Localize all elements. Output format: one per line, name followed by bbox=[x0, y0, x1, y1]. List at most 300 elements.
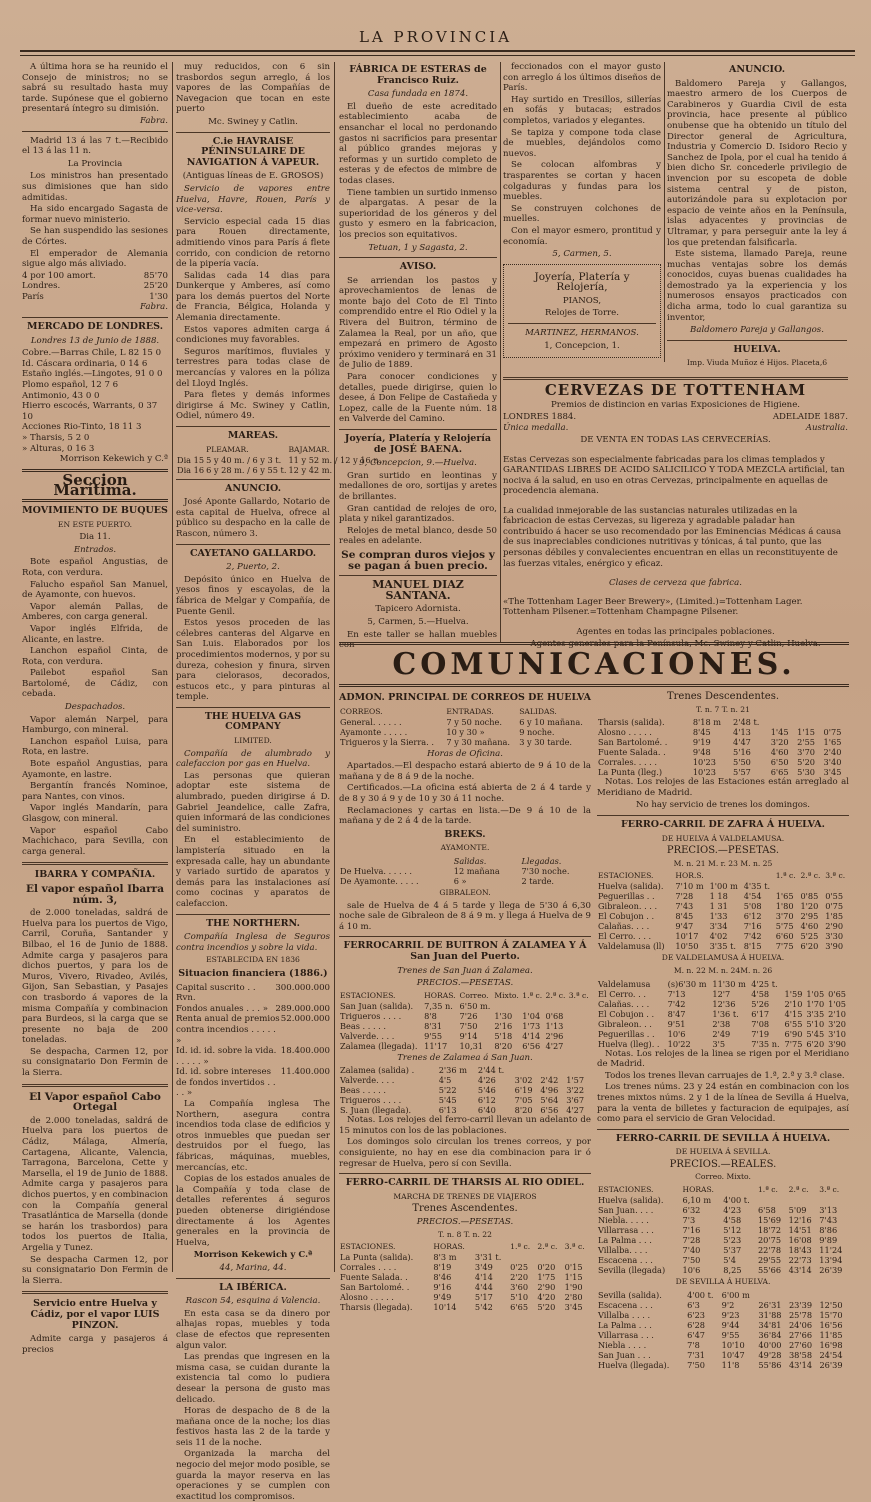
cell: 9'55 bbox=[424, 1030, 443, 1041]
cell: 7'43 bbox=[819, 1215, 838, 1226]
table-row bbox=[597, 941, 849, 951]
award-london: LONDRES 1884. bbox=[503, 412, 577, 423]
cell: 5'46 bbox=[477, 1085, 496, 1096]
cell: 2'38 bbox=[712, 1018, 731, 1029]
cell: Sevilla (salida). bbox=[598, 1289, 662, 1300]
cell: 12'36 bbox=[712, 998, 736, 1009]
cell: 3'20 bbox=[770, 737, 789, 748]
cell: 5'12 bbox=[723, 1225, 742, 1236]
mercado-line: Plomo español, 12 7 6 bbox=[22, 380, 119, 391]
cell: 7'30 noche. bbox=[521, 865, 570, 876]
cabo-agent: Se despacha Carmen 12, por su consignatario Don Fermin de la Sierra. bbox=[22, 1254, 168, 1286]
cell: 6'12 bbox=[477, 1095, 496, 1106]
cell: 55'86 bbox=[758, 1359, 782, 1370]
col-header: 3.ª c. bbox=[825, 871, 846, 881]
tharsis-precios: PRECIOS.—PESETAS. bbox=[416, 1217, 514, 1228]
mercado-line: Antimonio, 43 0 0 bbox=[22, 390, 100, 401]
divider bbox=[22, 862, 168, 865]
cell: 4'26 bbox=[477, 1075, 496, 1086]
cell: Calañas. . . . bbox=[598, 921, 650, 932]
cell: 7'42 bbox=[667, 998, 686, 1009]
zafra-head: FERRO-CARRIL DE ZAFRA Á HUELVA. bbox=[621, 818, 825, 830]
cell: 2'40 bbox=[823, 747, 842, 758]
cell: 6'19 bbox=[514, 1085, 533, 1096]
table-row bbox=[339, 1085, 591, 1095]
finance-label: Id. id. id. sobre la vida. . . . . . » bbox=[176, 1046, 277, 1067]
ship-entry: Falucho español San Manuel, de Ayamonte, con huevos. bbox=[22, 579, 168, 601]
cell: 38'58 bbox=[788, 1349, 813, 1360]
cell: 2'55 bbox=[797, 737, 816, 748]
cell: 7'35 n. bbox=[751, 1038, 780, 1049]
table-row bbox=[597, 747, 849, 757]
tharsis-tn: T. n. 8 T. n. 22 bbox=[438, 1229, 492, 1239]
cell: 3'31 t. bbox=[474, 1252, 502, 1263]
cell: 6'32 bbox=[682, 1205, 701, 1216]
cell: 5'64 bbox=[540, 1095, 559, 1106]
cell: Alosno . . . . . bbox=[340, 1292, 394, 1303]
cell: 2'90 bbox=[537, 1282, 556, 1293]
cell: 2'90 bbox=[825, 921, 844, 932]
aviso-body: Para conocer condiciones y detalles, puede dirigirse, quien lo desee, á Don Felipe de Castañeda y Lopez, calle de la Fuente núm. 18 en Valverde del Camino. bbox=[339, 372, 497, 425]
cell: Escacena . . . bbox=[598, 1255, 653, 1266]
cell: Peguerillas . . bbox=[598, 1028, 655, 1039]
col-header: Mixto. bbox=[494, 990, 519, 1000]
cell: Sevilla (llegada) bbox=[598, 1265, 666, 1276]
cell: 23'39 bbox=[788, 1299, 813, 1310]
box-name: MARTINEZ, HERMANOS. bbox=[525, 328, 639, 339]
divider bbox=[339, 1173, 591, 1174]
table-row bbox=[339, 1262, 591, 1272]
havraise-sub: (Antiguas líneas de E. GROSOS) bbox=[182, 171, 324, 182]
cell: 6'13 bbox=[438, 1105, 457, 1116]
cell: 7'40 bbox=[682, 1245, 701, 1256]
cell: 4'35 t. bbox=[743, 881, 771, 892]
ship-entry: Vapor inglés Elfrida, de Alicante, en lastre. bbox=[22, 623, 168, 645]
cell: Ayamonte . . . . . bbox=[340, 726, 408, 737]
cell: 2'20 bbox=[510, 1272, 529, 1283]
buitron-precios: PRECIOS.—PESETAS. bbox=[416, 978, 514, 989]
servicio-body: Admite carga y pasajeros á precios bbox=[22, 1334, 168, 1355]
cell: 26'39 bbox=[819, 1265, 843, 1276]
cell: 7'75 bbox=[775, 941, 794, 952]
ship-entry: Vapor español Cabo Machichaco, para Sevilla, con carga general. bbox=[22, 825, 168, 857]
cell: 8'8 bbox=[424, 1010, 437, 1021]
zalamea-sub: Trenes de Zalamea á San Juan. bbox=[397, 1052, 533, 1063]
cell: 6'65 bbox=[770, 767, 789, 778]
cell: 6'23 bbox=[687, 1309, 706, 1320]
cell: 27'66 bbox=[788, 1329, 813, 1340]
cell: 1'80 bbox=[775, 901, 794, 912]
cell: 1'33 bbox=[709, 911, 728, 922]
ship-entry: Vapor alemán Narpel, para Hamburgo, con mineral. bbox=[22, 714, 168, 736]
cell: 5'4 bbox=[723, 1255, 736, 1266]
divider bbox=[503, 377, 848, 380]
column-3 bbox=[339, 62, 497, 651]
anuncio-sign: Baldomero Pareja y Gallangos. bbox=[690, 325, 824, 336]
divider bbox=[339, 575, 497, 576]
table-row bbox=[339, 1001, 591, 1011]
rate-row bbox=[22, 271, 168, 282]
cell: 22'78 bbox=[757, 1245, 782, 1256]
gas-sub: LIMITED. bbox=[234, 736, 272, 746]
tapicero-body: feccionados con el mayor gusto con arreglo á los últimos diseños de París. bbox=[503, 62, 661, 94]
ship-entry: Vapor inglés Mandarín, para Glasgow, con mineral. bbox=[22, 803, 168, 824]
table-row bbox=[597, 1029, 849, 1039]
masthead-rule bbox=[20, 50, 855, 56]
cabo-title: El Vapor español Cabo Ortegal bbox=[29, 1090, 161, 1114]
table-row bbox=[597, 921, 849, 931]
cell: Zalamea (salida) . bbox=[340, 1065, 415, 1076]
zafra-notas: Notas. Los relojes de la linea se rigen por el Meridiano de Madrid. bbox=[597, 1048, 849, 1070]
cell: 7'28 bbox=[682, 1235, 701, 1246]
cell: 11'24 bbox=[819, 1245, 843, 1256]
cell bbox=[565, 1065, 591, 1075]
tottenham-agentes-gen: Agentes generales para la Península, Mc. Swiney y Catlin, Huelva. bbox=[530, 639, 821, 650]
cell: 1'13 bbox=[545, 1020, 564, 1031]
cell bbox=[824, 881, 849, 891]
cell: 7 y 50 noche. bbox=[446, 716, 502, 727]
col-header: 1.ª c. bbox=[510, 1242, 531, 1252]
cell: 8'45 bbox=[675, 911, 694, 922]
cell: 9 noche. bbox=[519, 726, 555, 737]
entrados-label: Entrados. bbox=[73, 544, 117, 555]
cell bbox=[827, 979, 849, 989]
zafra-body: Los trenes núms. 23 y 24 están en combinacion con los trenes mixtos núms. 2 y 1 de la línea de Sevilla á Huelva, para la venta de billetes y facturacion de equipajes, así como para el servicio de Gran Velocidad. bbox=[597, 1082, 849, 1125]
cell: 0'25 bbox=[510, 1262, 529, 1273]
cell: 8'3 m bbox=[433, 1252, 457, 1263]
printer-line: Imp. Viuda Muñoz é Hijos. Placeta,6 bbox=[686, 358, 828, 368]
cell: 7,35 n. bbox=[424, 1000, 453, 1011]
divider bbox=[22, 131, 168, 132]
table-row bbox=[339, 866, 591, 876]
sevilla-return-table bbox=[597, 1290, 849, 1370]
cell: Trigueros . . . . bbox=[340, 1010, 402, 1021]
northern-sit: Situacion financiera (1886.) bbox=[178, 967, 328, 979]
joyeria-body: Gran surtido en leontinas y medallones de oro, sortijas y aretes de brillantes. bbox=[339, 470, 497, 502]
cell: La Palma . . . bbox=[598, 1319, 652, 1330]
table-row bbox=[597, 989, 849, 999]
cell: 9'55 bbox=[721, 1329, 740, 1340]
cell: 2'48 t. bbox=[733, 717, 760, 728]
northern-body: La Compañía inglesa The Northern, asegura contra incendios toda clase de edificios y otros inmuebles que puedan ser destruidos por el fuego, las fábricas, máquinas, muebles, mercancías, etc. bbox=[176, 1099, 330, 1173]
huelva-head: HUELVA. bbox=[733, 343, 781, 355]
table-row bbox=[339, 1105, 591, 1115]
cell: 10'23 bbox=[692, 767, 716, 778]
cell: 6'65 bbox=[510, 1302, 529, 1313]
mercado-line: Estaño inglés.—Lingotes, 91 0 0 bbox=[22, 369, 163, 380]
cell: 15'70 bbox=[819, 1309, 843, 1320]
fabrica-addr: Tetuan, 1 y Sagasta, 2. bbox=[368, 242, 468, 253]
cell: 1'70 bbox=[806, 998, 825, 1009]
horas-body: Certificados.—La oficina está abierta de 2 á 4 tarde y de 8 y 30 á 9 y de 10 y 30 á 11 noche. bbox=[339, 783, 591, 804]
cell: El Cerro. . . bbox=[598, 988, 646, 999]
divider bbox=[597, 1129, 849, 1130]
cell: 3'35 bbox=[806, 1008, 825, 1019]
cell: Alosno . . . . . bbox=[598, 727, 652, 738]
cell: 1'05 bbox=[828, 998, 847, 1009]
cell: Fuente Salada. . bbox=[340, 1272, 408, 1283]
col-header: Salidas. bbox=[453, 855, 487, 866]
tottenham-title: CERVEZAS DE TOTTENHAM bbox=[544, 381, 807, 399]
tharsis-sub2: Trenes Ascendentes. bbox=[412, 1203, 518, 1215]
buitron-head: FERROCARRIL DE BUITRON Á ZALAMEA Y Á San Juan del Puerto. bbox=[343, 940, 587, 962]
tharsis-sub: MARCHA DE TRENES DE VIAJEROS bbox=[393, 1191, 537, 1201]
cell: 4'20 bbox=[537, 1292, 556, 1303]
iberica-body: Organizada la marcha del negocio del mejor modo posible, se guarda la mayor reserva en las operaciones y se cumplen con exactitud los compromisos. bbox=[176, 1449, 330, 1502]
cell: 4'60 bbox=[800, 921, 819, 932]
cell: 5'75 bbox=[775, 921, 794, 932]
cell: Zalamea (llegada). bbox=[340, 1040, 418, 1051]
table-row bbox=[597, 1310, 849, 1320]
fabrica-body: Tiene tambien un surtido inmenso de alpargatas. A pesar de la superioridad de los géneros y del gusto y esmero en la fabricacion, los precios son equitativos. bbox=[339, 187, 497, 240]
cell: Gibraleon. . . bbox=[598, 1018, 652, 1029]
divider bbox=[22, 1084, 168, 1087]
rate-value: 25'20 bbox=[143, 281, 168, 292]
cell: 6'00 m bbox=[721, 1289, 750, 1300]
cell: 0'55 bbox=[825, 891, 844, 902]
cell: 4'23 bbox=[723, 1205, 742, 1216]
cell: 6'56 bbox=[540, 1105, 559, 1116]
cell: 8'18 m bbox=[692, 717, 722, 728]
cell: (s)6'30 m bbox=[667, 978, 707, 989]
column-4 bbox=[503, 62, 661, 352]
cell: 5'37 bbox=[723, 1245, 742, 1256]
cell: Beas . . . . . bbox=[340, 1020, 386, 1031]
cell: 6'56 bbox=[522, 1040, 541, 1051]
col-header: HOR.S. bbox=[675, 871, 704, 881]
cell: 8'19 bbox=[433, 1262, 452, 1273]
cell: 7'28 bbox=[675, 891, 694, 902]
cell: 6'28 bbox=[687, 1319, 706, 1330]
ship-entry: Vapor alemán Pallas, de Amberes, con carga general. bbox=[22, 601, 168, 623]
box-addr: 1, Concepcion, 1. bbox=[544, 340, 620, 351]
cell bbox=[818, 1290, 849, 1300]
cell: San Bartolomé. . bbox=[598, 737, 668, 748]
cell: 18'43 bbox=[788, 1245, 812, 1256]
havraise-italic: Servicio de vapores entre Huelva, Havre, Rouen, París y vice-versa. bbox=[176, 183, 330, 216]
cell: 5'23 bbox=[723, 1235, 742, 1246]
cell: 8'20 bbox=[494, 1040, 513, 1051]
cell: 11'30 m bbox=[712, 978, 746, 989]
cell: 9'19 bbox=[692, 737, 711, 748]
col-header: HORAS. bbox=[682, 1185, 714, 1195]
table-row bbox=[339, 1302, 591, 1312]
ibarra-title: El vapor español Ibarra núm. 3, bbox=[25, 882, 165, 906]
joyeria-body: Gran cantidad de relojes de oro, plata y nikel garantizados. bbox=[339, 503, 497, 525]
cell: 5'45 bbox=[806, 1028, 825, 1039]
col-header: 3.ª c. bbox=[819, 1185, 840, 1195]
news-item: Los ministros han presentado sus dimisiones que han sido admitidas. bbox=[22, 171, 168, 203]
cell: 2'10 bbox=[784, 998, 803, 1009]
table-row bbox=[597, 1215, 849, 1225]
cell: 7'13 bbox=[667, 988, 686, 999]
table-row bbox=[597, 1340, 849, 1350]
rates-sign: Fabra. bbox=[140, 302, 168, 313]
column-rule bbox=[334, 62, 335, 1272]
table-row bbox=[597, 1300, 849, 1310]
cell: 18'72 bbox=[757, 1225, 782, 1236]
col-header: 2.ª c. bbox=[537, 1242, 558, 1252]
servicio-head: Servicio entre Huelva y Cádiz, por el vapor LUIS PINZON. bbox=[30, 1298, 160, 1331]
cell: 9'2 bbox=[721, 1299, 735, 1310]
cell: 2'96 bbox=[545, 1030, 564, 1041]
finance-row bbox=[176, 983, 330, 1004]
sevilla-cm: Correo. Mixto. bbox=[695, 1172, 751, 1182]
desc-notas: Notas. Los relojes de las Estaciones están arreglado al Meridiano de Madrid. bbox=[597, 777, 849, 798]
cabo-body: de 2.000 toneladas, saldrá de Huelva para los puertos de Cádiz, Málaga, Almería, Cartagena, Alicante, Valencia, Tarragona, Barcelona, Cette y Marsella, el 19 de Junio de 1888. Admite carga y pasajeros para dichos puertos, y en combinacion con la Compañía general Trasatlántica de Marsella (donde se harán los trasbordos) para todos los puertos de Italia, Argelia y Tunez. bbox=[22, 1115, 168, 1253]
table-row bbox=[597, 757, 849, 767]
tharsis-table bbox=[339, 1242, 591, 1312]
northern-sign: Morrison Kekewich y C.ª bbox=[193, 1250, 313, 1261]
cell: 36'84 bbox=[758, 1329, 782, 1340]
cell: Corrales . . . . bbox=[340, 1262, 397, 1273]
table-row bbox=[597, 931, 849, 941]
descendentes-table bbox=[597, 717, 849, 777]
cell: Trigueros . . . . bbox=[340, 1095, 402, 1106]
tottenham-clases-list: «The Tottenham Lager Beer Brewery», (Limited.)=Tottenham Lager. Tottenham Pilsener.=Tottenham Champagne Pilsener. bbox=[503, 596, 803, 618]
desc-tn: T. n. 7 T. n. 21 bbox=[696, 704, 750, 714]
cell bbox=[539, 1065, 565, 1075]
table-row bbox=[597, 767, 849, 777]
provincia-head: La Provincia bbox=[67, 158, 123, 169]
aviso-body: Se arriendan los pastos y aprovechamientos de lenas de monte bajo del Coto de El Tinto comprendido entre el Rio Odiel y la Rivera del Buitron, término de Zalamea la Real, por un año, que empezará en primero de Agosto próximo venidero y terminará en 31 de Julio de 1889. bbox=[339, 275, 497, 371]
news-item: El emperador de Alemania sigue algo más aliviado. bbox=[22, 248, 168, 270]
col-header: ESTACIONES. bbox=[340, 1242, 396, 1252]
gas-body: Las personas que quieran adoptar este sistema de alumbrado, pueden dirigirse á D. Gabriel Jeandelice, calle Zafra, quien informará de las condiciones del suministro. bbox=[176, 770, 330, 834]
cell: 4'14 bbox=[522, 1030, 541, 1041]
col-header: HORAS. bbox=[424, 990, 456, 1000]
tapicero-addr: 5, Carmen, 5. bbox=[552, 249, 612, 260]
cell bbox=[514, 1065, 540, 1075]
ship-entry: Bergantín francés Nominoe, para Nantes, con vinos. bbox=[22, 781, 168, 802]
table-row bbox=[339, 1272, 591, 1282]
box-sub2: Relojes de Torre. bbox=[545, 308, 619, 319]
aviso-head: AVISO. bbox=[399, 261, 437, 273]
mercado-line: » Alturas, 0 16 3 bbox=[22, 443, 95, 454]
cell: Niebla. . . . . bbox=[598, 1215, 649, 1226]
havraise-body: Salidas cada 14 dias para Dunkerque y Amberes, así como para los demás puertos del Norte de Francia, Bélgica, Holanda y Alemania directamente. bbox=[176, 270, 330, 324]
cell: 7'50 bbox=[682, 1255, 701, 1266]
cell: 2'16 bbox=[494, 1020, 513, 1031]
cell: 3'70 bbox=[775, 911, 794, 922]
cell: 7'75 bbox=[784, 1038, 803, 1049]
table-row bbox=[597, 881, 849, 891]
finance-value: 52.000.000 bbox=[280, 1014, 330, 1025]
cell: 26'39 bbox=[819, 1359, 843, 1370]
rate-row bbox=[22, 281, 168, 292]
cell: 6 » bbox=[453, 875, 467, 886]
cell: 20'75 bbox=[757, 1235, 782, 1246]
northern-head: THE NORTHERN. bbox=[206, 917, 300, 929]
cell: 3'60 bbox=[510, 1282, 529, 1293]
finance-value: 11.400.000 bbox=[280, 1067, 330, 1078]
divider bbox=[339, 257, 497, 258]
cell: 6,10 m bbox=[682, 1195, 712, 1206]
cell: 10'50 bbox=[675, 941, 699, 952]
martinez-box bbox=[503, 264, 661, 359]
cell: 2'80 bbox=[564, 1292, 583, 1303]
cell: 1'85 bbox=[825, 911, 844, 922]
awards-row bbox=[503, 412, 848, 423]
cell: 5 y 40 m. / 6 y 3 t. bbox=[206, 454, 282, 465]
cell: 24'06 bbox=[788, 1319, 813, 1330]
cell: Tharsis (salida). bbox=[598, 717, 665, 728]
cell bbox=[799, 881, 824, 891]
fabrica-head: FÁBRICA DE ESTERAS de Francisco Ruiz. bbox=[349, 64, 487, 86]
cell: 4'15 bbox=[784, 1008, 803, 1019]
cell: 11'17 bbox=[424, 1040, 448, 1051]
buitron-table bbox=[339, 991, 591, 1051]
tharsis-head: FERRO-CARRIL DE THARSIS AL RIO ODIEL. bbox=[345, 1177, 585, 1189]
cell: 8'47 bbox=[667, 1008, 686, 1019]
cell: Huelva (salida). bbox=[598, 1195, 664, 1206]
cell: 3'67 bbox=[566, 1095, 585, 1106]
col-header: BAJAMAR. bbox=[288, 444, 330, 454]
gas-body: En el establecimiento de lampistería situado en la expresada calle, hay un abundante y variado surtido de aparatos y demás para las instalaciones así como cocinas y aparatos de calefaccion. bbox=[176, 835, 330, 909]
joyeria-addr: 9, Concepcion, 9.—Huelva. bbox=[359, 458, 477, 469]
cell: 5'17 bbox=[474, 1292, 493, 1303]
cell: General. . . . . . bbox=[340, 716, 402, 727]
cell: 3'40 bbox=[823, 757, 842, 768]
finance-value: 18.400.000 bbox=[280, 1046, 330, 1057]
intro-sign: Mc. Swiney y Catlin. bbox=[208, 116, 298, 127]
table-row bbox=[339, 737, 591, 747]
cell: 10'14 bbox=[433, 1302, 457, 1313]
cell: 12 y 42 m. bbox=[288, 464, 333, 475]
cell: 5'20 bbox=[537, 1302, 556, 1313]
rate-label: Londres. bbox=[22, 281, 61, 292]
tapicero-body: Con el mayor esmero, prontitud y economía. bbox=[503, 225, 661, 247]
iberica-body: Las prendas que ingresen en la misma casa, se cuidan durante la existencia tal como lo pudiera desear la persona de gusto mas delicado. bbox=[176, 1352, 330, 1405]
cell: 8'20 bbox=[514, 1105, 533, 1116]
cell: 5'10 bbox=[510, 1292, 529, 1303]
cell: 1 31 bbox=[709, 901, 728, 912]
tapicero-body: Se colocan alfombras y trasparentes se cortan y hacen colgaduras y fundas para los muebles. bbox=[503, 160, 661, 203]
award-note: Australia. bbox=[805, 422, 848, 433]
cell: 5'08 bbox=[743, 901, 762, 912]
cell: 4'00 t. bbox=[687, 1289, 714, 1300]
cell: 6'3 bbox=[687, 1299, 700, 1310]
table-row bbox=[339, 1282, 591, 1292]
col-header: ESTACIONES. bbox=[340, 990, 396, 1000]
cell: 16'08 bbox=[788, 1235, 812, 1246]
cell: Villalba . . . . bbox=[598, 1309, 651, 1320]
cell: El Cobujon . . bbox=[598, 911, 655, 922]
table-row bbox=[597, 1225, 849, 1235]
divider bbox=[597, 815, 849, 816]
manuel-addr: 5, Carmen, 5.—Huelva. bbox=[367, 616, 469, 627]
divider bbox=[176, 707, 330, 708]
table-row bbox=[339, 1095, 591, 1105]
cell: 10'17 bbox=[675, 931, 699, 942]
table-row bbox=[597, 901, 849, 911]
cell: 8'45 bbox=[692, 727, 711, 738]
cell: 2'49 bbox=[712, 1028, 731, 1039]
cell: 3'22 bbox=[566, 1085, 585, 1096]
finance-row bbox=[176, 1004, 330, 1015]
cayetano-addr: 2, Puerto, 2. bbox=[226, 562, 280, 573]
tottenham-body: Estas Cervezas son especialmente fabricadas para los climas templados y GARANTIDAS LIBRES DE ACIDO SALICILICO Y TODA MEZCLA artificial, tan nociva á la salud, en uso en otras Cervezas, principalmente en aquellas de procedencia alemana. bbox=[503, 454, 845, 497]
table-row bbox=[339, 1011, 591, 1021]
zalamea-table bbox=[339, 1065, 591, 1115]
buitron-sub: Trenes de San Juan á Zalamea. bbox=[397, 965, 533, 976]
anuncio-body: Este sistema, llamado Pareja, reune muchas ventajas sobre los demás conocidos, cuyas buenas cualidades ha demostrado ya la experiencia y los numerosos ensayos practicados con dicha arma, todo lo cual garantiza su inventor, bbox=[667, 249, 847, 323]
cell: 1'75 bbox=[537, 1272, 556, 1283]
cell: Dia 15 bbox=[177, 454, 205, 465]
cell: 1'36 t. bbox=[712, 1008, 739, 1019]
cell: 4'02 bbox=[709, 931, 728, 942]
cell: 3'35 t. bbox=[709, 941, 736, 952]
